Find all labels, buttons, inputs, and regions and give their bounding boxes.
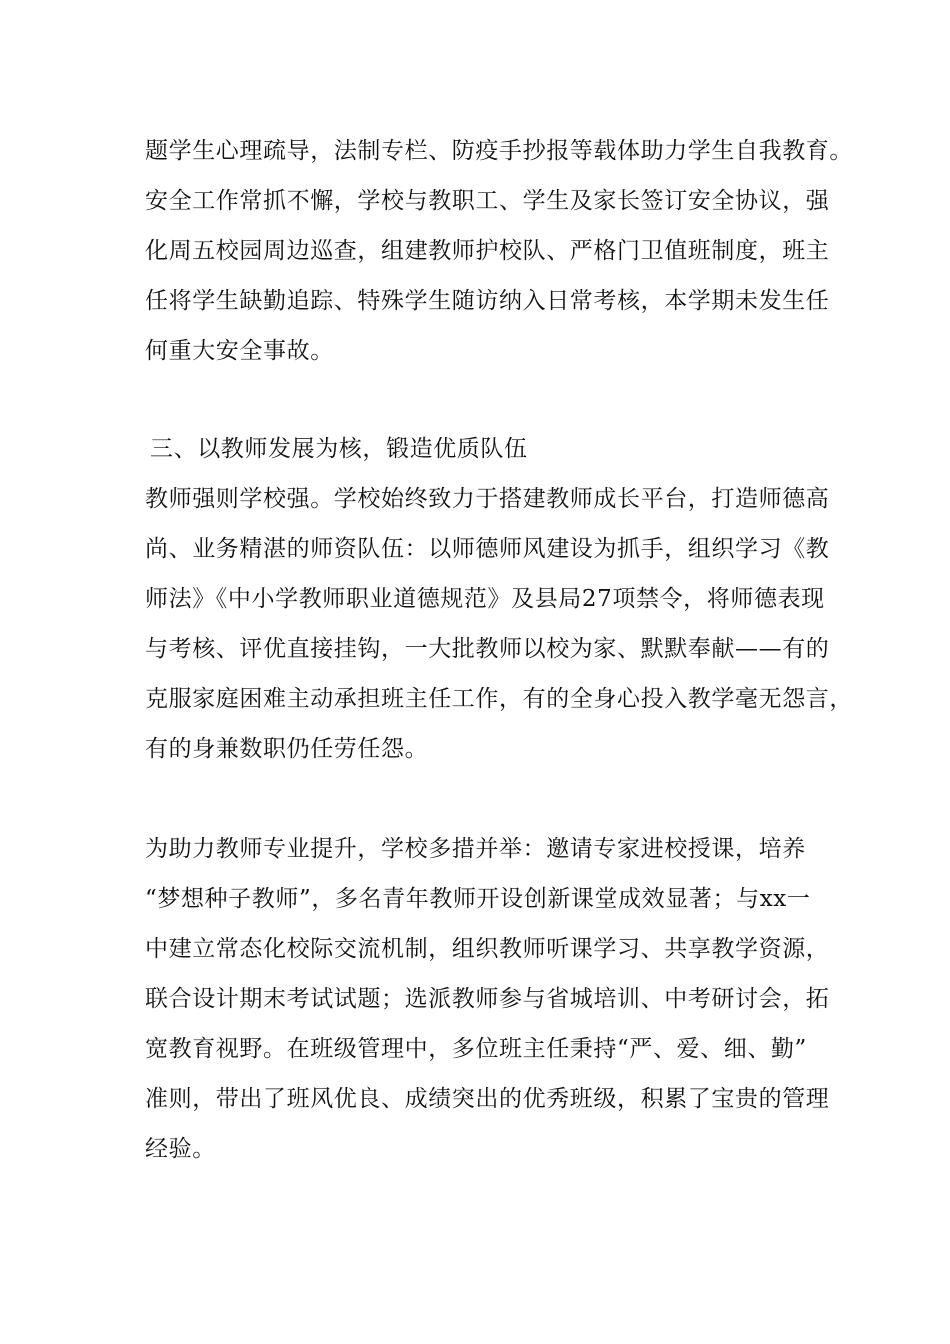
text-line: 任将学生缺勤追踪、特殊学生随访纳入日常考核，本学期未发生任 xyxy=(145,288,830,314)
text-line: 尚、业务精湛的师资队伍：以师德师风建设为抓手，组织学习《教 xyxy=(145,536,830,562)
text-line: 中建立常态化校际交流机制，组织教师听课学习、共享教学资源， xyxy=(145,936,830,962)
text-line: 教师强则学校强。学校始终致力于搭建教师成长平台，打造师德高 xyxy=(145,486,830,512)
text-line: 准则，带出了班风优良、成绩突出的优秀班级，积累了宝贵的管理 xyxy=(145,1086,830,1112)
text-line: “梦想种子教师”，多名青年教师开设创新课堂成效显著；与xx一 xyxy=(145,886,811,912)
text-line: 师法》《中小学教师职业道德规范》及县局27项禁令，将师德表现 xyxy=(145,586,825,612)
text-line: 经验。 xyxy=(145,1136,216,1162)
text-line: 安全工作常抓不懈，学校与教职工、学生及家长签订安全协议，强 xyxy=(145,188,830,214)
section-heading: 三、以教师发展为核，锻造优质队伍 xyxy=(150,436,528,462)
text-line: 克服家庭困难主动承担班主任工作，有的全身心投入教学毫无怨言， xyxy=(145,686,853,712)
text-line: 与考核、评优直接挂钩，一大批教师以校为家、默默奉献——有的 xyxy=(145,636,830,662)
text-line: 何重大安全事故。 xyxy=(145,338,334,364)
text-line: 有的身兼数职仍任劳任怨。 xyxy=(145,736,429,762)
text-line: 化周五校园周边巡查，组建教师护校队、严格门卫值班制度，班主 xyxy=(145,238,830,264)
text-line: 宽教育视野。在班级管理中，多位班主任秉持“严、爱、细、勤” xyxy=(145,1036,807,1062)
text-line: 题学生心理疏导，法制专栏、防疫手抄报等载体助力学生自我教育。 xyxy=(145,138,853,164)
text-line: 为助力教师专业提升，学校多措并举：邀请专家进校授课，培养 xyxy=(145,836,806,862)
text-line: 联合设计期末考试试题；选派教师参与省城培训、中考研讨会，拓 xyxy=(145,986,830,1012)
